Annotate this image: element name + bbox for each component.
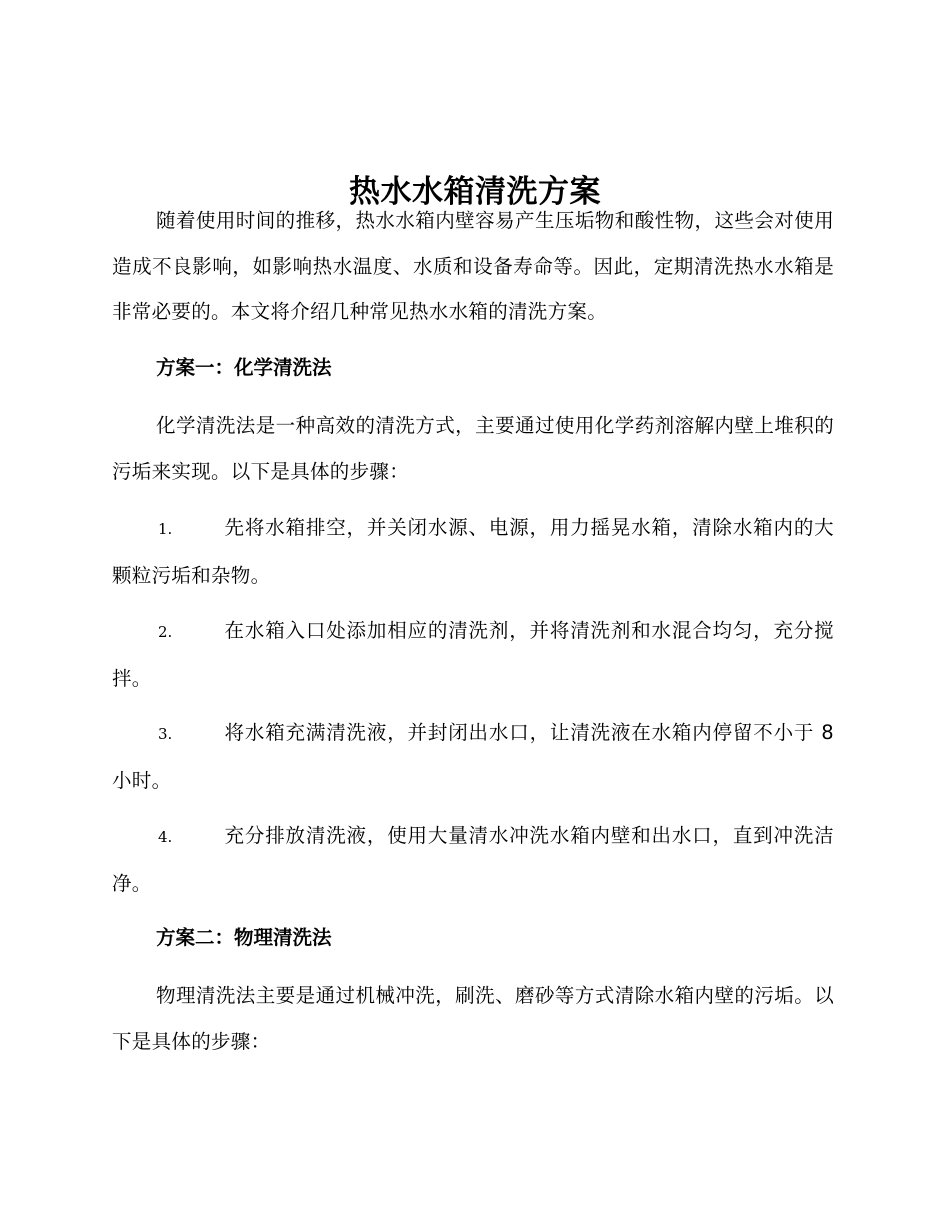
step-text: 将水箱充满清洗液，并封闭出水口，让清洗液在水箱内停留不小于 8 小时。 [112,721,834,792]
step-number: 2. [158,623,173,641]
step-text: 在水箱入口处添加相应的清洗剂，并将清洗剂和水混合均匀，充分搅拌。 [112,619,834,690]
section-heading-physical: 方案二：物理清洗法 [156,926,332,949]
section-description-physical: 物理清洗法主要是通过机械冲洗，刷洗、磨砂等方式清除水箱内壁的污垢。以下是具体的步骤： [112,984,834,1053]
document-title: 热水水箱清洗方案 [349,173,601,210]
list-item [112,505,834,598]
step-text: 先将水箱排空，并关闭水源、电源，用力摇晃水箱，清除水箱内的大颗粒污垢和杂物。 [112,516,834,587]
step-text: 充分排放清洗液，使用大量清水冲洗水箱内壁和出水口，直到冲洗洁净。 [112,824,834,895]
intro-paragraph: 随着使用时间的推移，热水水箱内壁容易产生压垢物和酸性物，这些会对使用造成不良影响，如影响热水温度、水质和设备寿命等。因此，定期清洗热水水箱是非常必要的。本文将介绍几种常见热水水箱的清洗方案。 [112,209,834,323]
section-description-chemical: 化学清洗法是一种高效的清洗方式，主要通过使用化学药剂溶解内壁上堆积的污垢来实现。以下是具体的步骤： [112,414,834,483]
section-heading-chemical: 方案一：化学清洗法 [156,356,332,379]
step-number: 4. [158,828,173,846]
list-item [112,608,834,701]
step-number: 1. [158,520,173,538]
step-number: 3. [158,725,173,743]
list-item [112,813,834,906]
list-item [112,710,834,803]
